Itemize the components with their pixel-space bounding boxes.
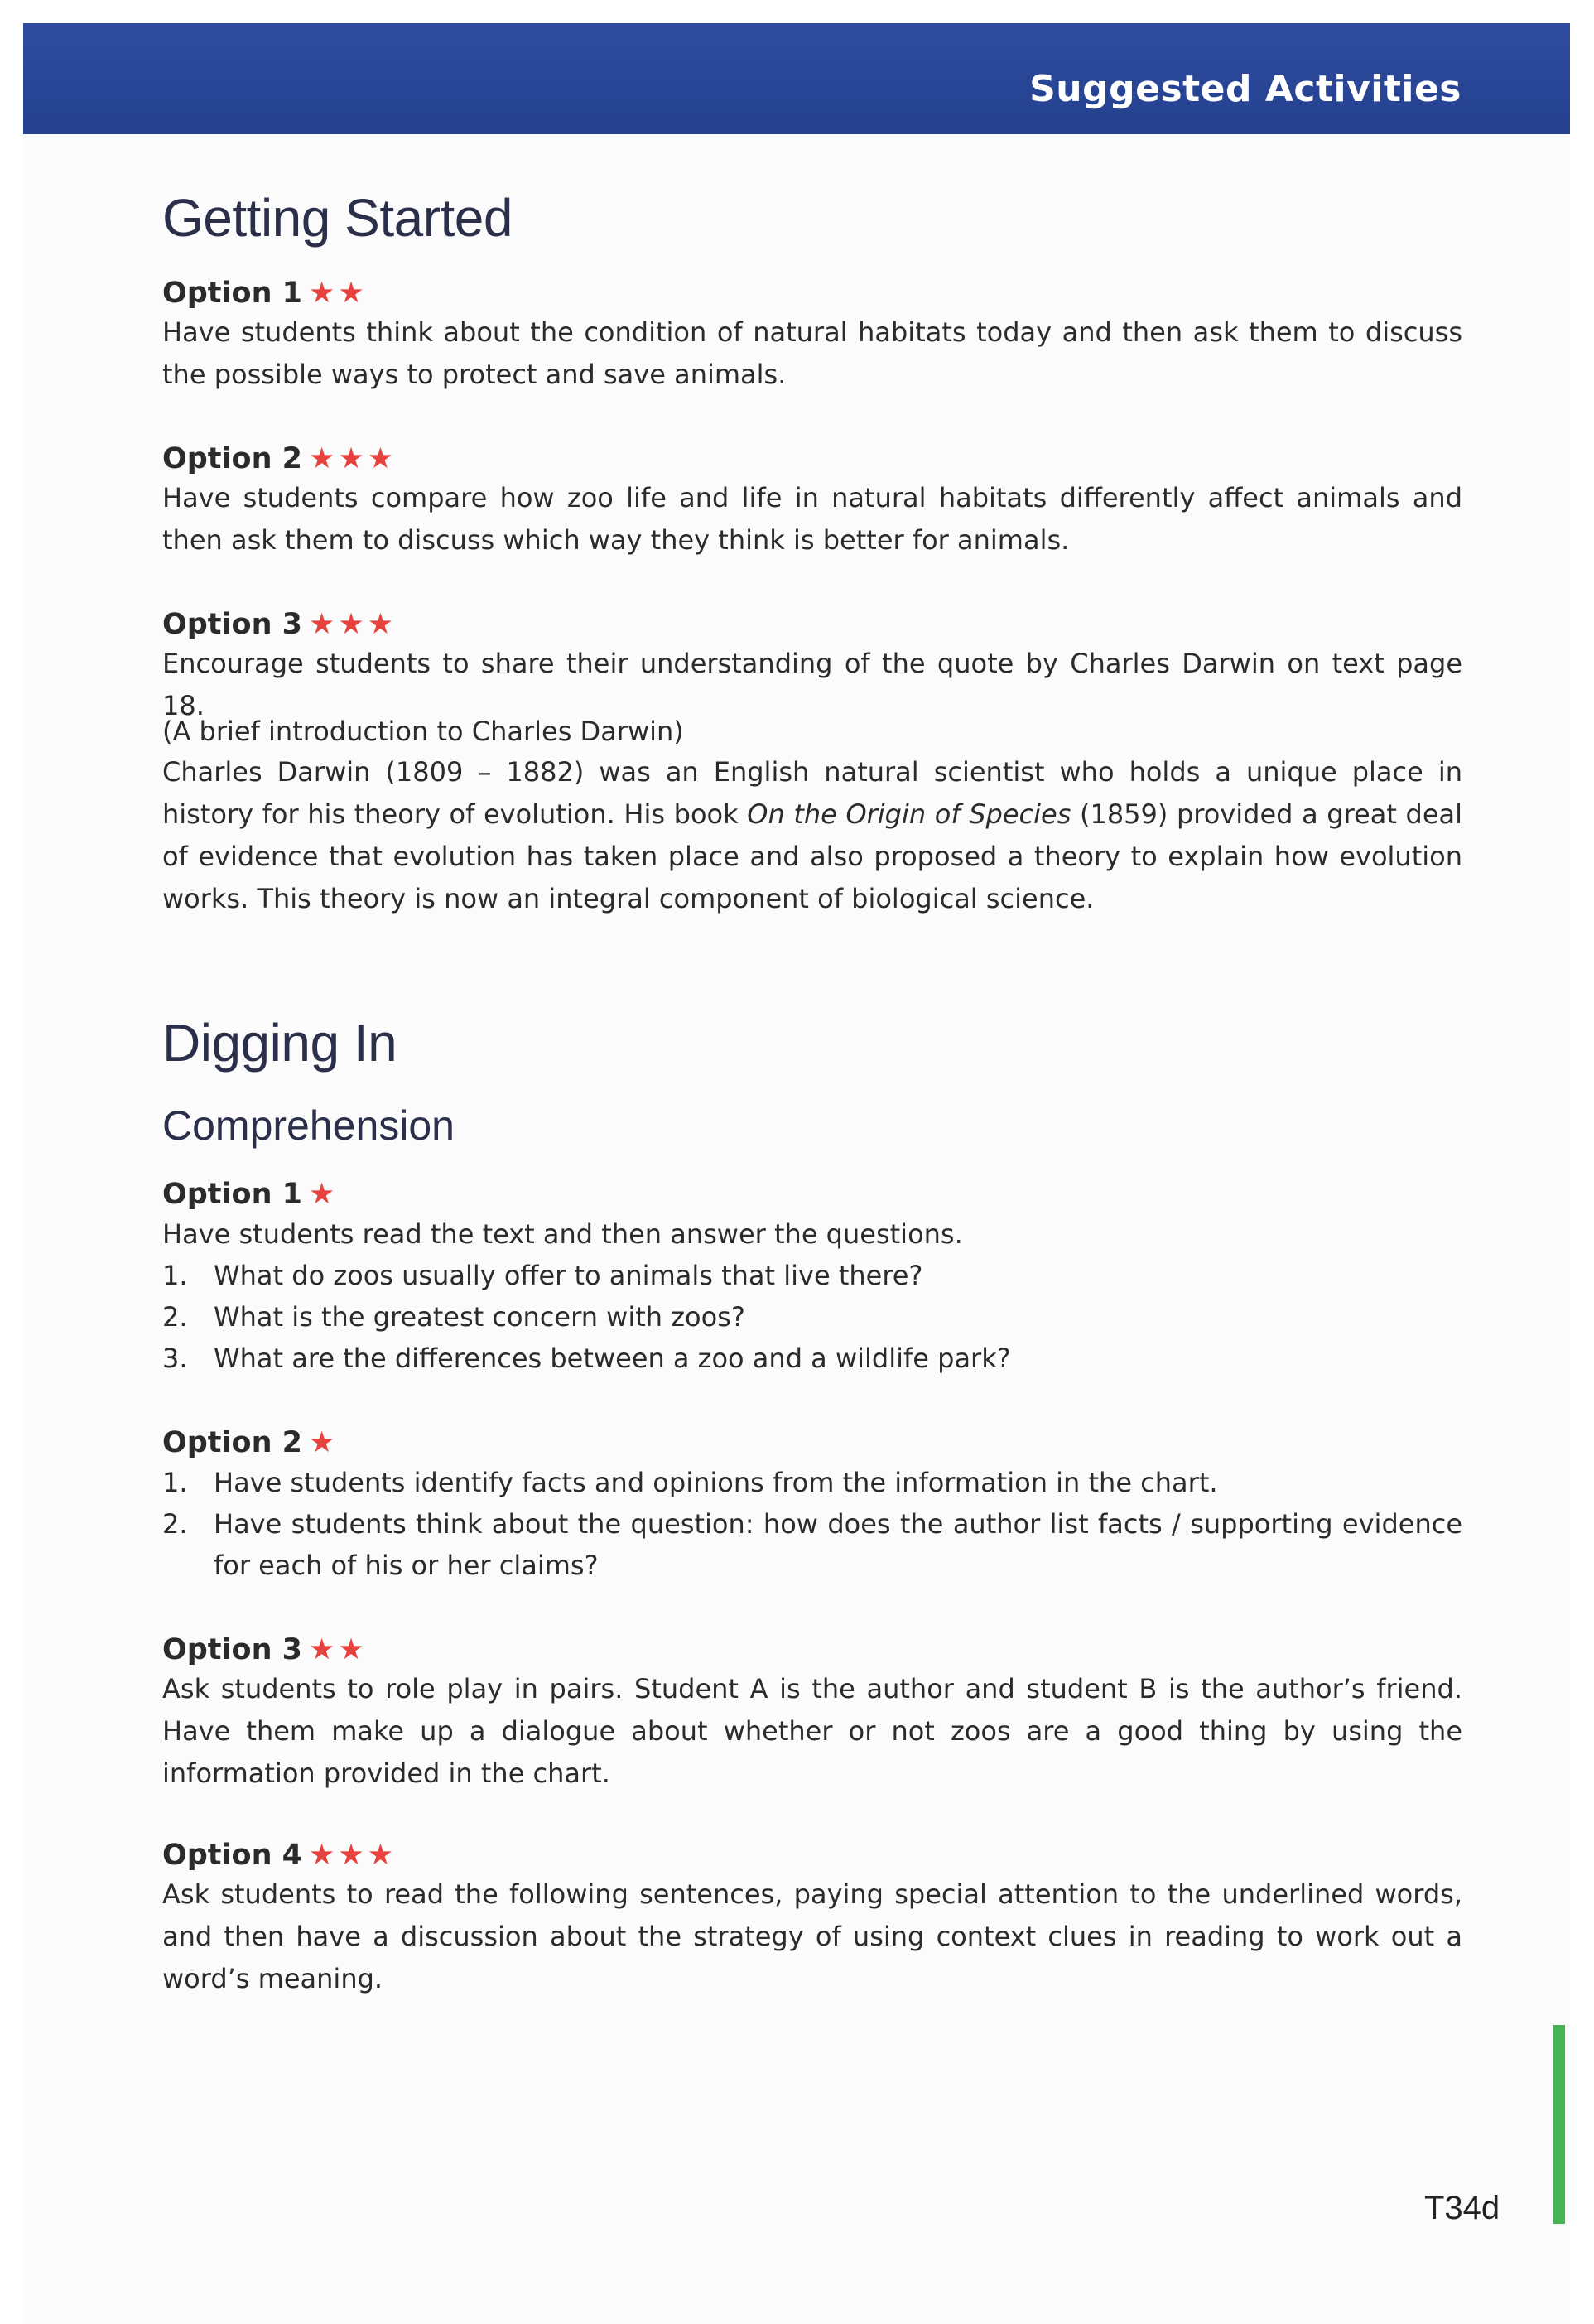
- star-rating-icon: ★★★: [309, 608, 397, 641]
- list-number: 3.: [162, 1343, 188, 1374]
- list-number: 2.: [162, 1508, 188, 1540]
- page-number: T34d: [1424, 2190, 1500, 2226]
- di-option-1-questions: [162, 1255, 1462, 1379]
- list-number: 2.: [162, 1301, 188, 1333]
- list-item: [162, 1255, 1462, 1296]
- darwin-text-part-1: Charles Darwin (1809 – 1882) was an English natural scientist who holds a unique place in history for his theory of evolution. His book: [162, 756, 1462, 830]
- di-option-2-list: [162, 1462, 1462, 1586]
- section-title-getting-started: Getting Started: [162, 188, 513, 248]
- list-item-text: Have students identify facts and opinions from the information in the chart.: [214, 1467, 1218, 1498]
- gs-option-3-heading: [162, 608, 397, 641]
- di-option-3-label: Option 3: [162, 1633, 303, 1666]
- gs-option-1-heading: [162, 277, 368, 310]
- star-rating-icon: ★: [309, 1178, 339, 1211]
- star-rating-icon: ★★★: [309, 442, 397, 475]
- di-option-4-text: Ask students to read the following sentences, paying special attention to the underlined words, and then have a discussion about the strategy of using context clues in reading to work out a word’s meaning.: [162, 1878, 1462, 1994]
- list-item: [162, 1296, 1462, 1338]
- list-item-text: What are the differences between a zoo and a wildlife park?: [214, 1343, 1011, 1374]
- gs-option-3-text: Encourage students to share their understanding of the quote by Charles Darwin on text page 18.: [162, 648, 1462, 721]
- subsection-title-comprehension: Comprehension: [162, 1102, 455, 1149]
- list-number: 1.: [162, 1467, 188, 1498]
- star-rating-icon: ★: [309, 1426, 339, 1459]
- di-option-4-heading: [162, 1839, 397, 1872]
- di-option-3-text: Ask students to role play in pairs. Student A is the author and student B is the author’s friend. Have them make up a dialogue about whether or not zoos are a good thing by using the information provided in the chart.: [162, 1673, 1462, 1789]
- list-item-text: Have students think about the question: how does the author list facts / supporting evidence for each of his or her claims?: [214, 1508, 1462, 1581]
- header-title: Suggested Activities: [1029, 68, 1462, 110]
- di-option-1-heading: [162, 1178, 338, 1211]
- di-option-3-heading: [162, 1633, 368, 1666]
- list-item: [162, 1338, 1462, 1379]
- gs-option-2-text: Have students compare how zoo life and life in natural habitats differently affect animals and then ask them to discuss which way they think is better for animals.: [162, 482, 1462, 556]
- di-option-4-label: Option 4: [162, 1839, 303, 1872]
- list-item: [162, 1503, 1462, 1586]
- list-item-text: What is the greatest concern with zoos?: [214, 1301, 745, 1333]
- gs-option-3-label: Option 3: [162, 608, 303, 641]
- list-item-text: What do zoos usually offer to animals that live there?: [214, 1260, 923, 1291]
- di-option-2-label: Option 2: [162, 1426, 303, 1459]
- darwin-intro: (A brief introduction to Charles Darwin): [162, 716, 684, 747]
- star-rating-icon: ★★★: [309, 1839, 397, 1872]
- section-title-digging-in: Digging In: [162, 1013, 397, 1073]
- darwin-text: [162, 751, 1462, 920]
- star-rating-icon: ★★: [309, 277, 368, 310]
- gs-option-2-heading: [162, 442, 397, 475]
- darwin-text-part-2: (1859) provided a great deal of evidence that evolution has taken place and also proposed a theory to explain how evolution works. This theory is now an integral component of biological science.: [162, 798, 1463, 914]
- list-item: [162, 1462, 1462, 1503]
- gs-option-1-label: Option 1: [162, 277, 303, 310]
- di-option-1-text: Have students read the text and then answer the questions.: [162, 1218, 963, 1250]
- green-edge-marker: [1553, 2025, 1565, 2224]
- gs-option-1-text: Have students think about the condition of natural habitats today and then ask them to discuss the possible ways to protect and save animals.: [162, 316, 1462, 390]
- di-option-1-label: Option 1: [162, 1178, 303, 1211]
- di-option-2-heading: [162, 1426, 338, 1459]
- gs-option-2-label: Option 2: [162, 442, 303, 475]
- list-number: 1.: [162, 1260, 188, 1291]
- darwin-book-title: On the Origin of Species: [747, 798, 1071, 830]
- star-rating-icon: ★★: [309, 1633, 368, 1666]
